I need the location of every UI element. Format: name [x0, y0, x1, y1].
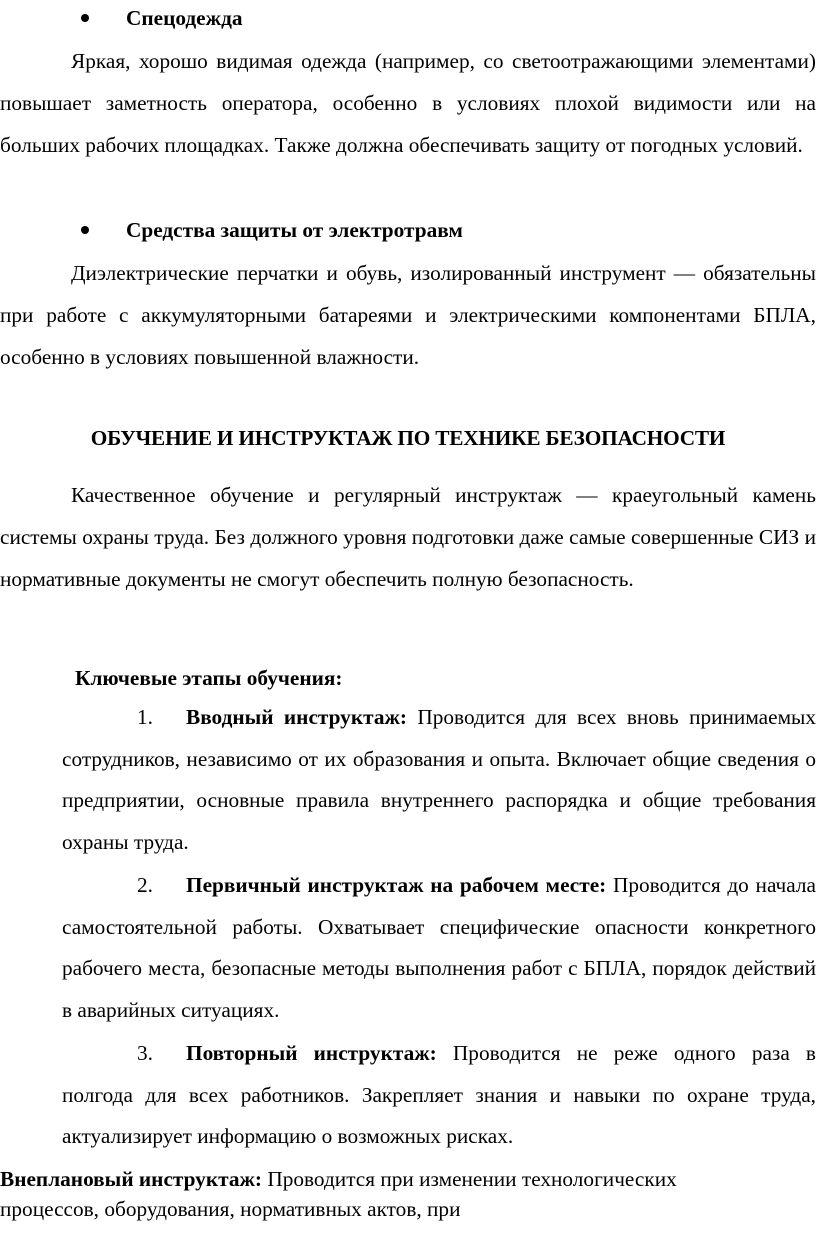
- stage-number: 2.: [137, 873, 153, 897]
- stage-text: Проводится до начала самостоятельной работы. Охватывает специфические опасности конкретного рабочего места, безопасные методы выполнения работ с БПЛА, порядок действий в аварийных ситуациях.: [62, 873, 816, 1022]
- stage-text: Проводится не реже одного раза в полгода для всех работников. Закрепляет знания и навыки по охране труда, актуализирует информацию о возможных рисках.: [62, 1041, 816, 1148]
- paragraph-electrical: Диэлектрические перчатки и обувь, изолированный инструмент — обязательны при работе с аккумуляторными батареями и электрическими компонентами БПЛА, особенно в условиях повышенной влажности.: [0, 261, 816, 369]
- bullet-item-electrical: [0, 214, 816, 246]
- bullet-dot-icon: [81, 14, 89, 22]
- bullet-label: Средства защиты от электротравм: [126, 218, 463, 242]
- stage-item: [62, 865, 816, 1031]
- unplanned-briefing: [0, 1164, 780, 1224]
- stage-number: 1.: [137, 705, 153, 729]
- bullet-label: Спецодежда: [126, 6, 243, 30]
- stage-item: [62, 1033, 816, 1158]
- bullet-dot-icon: [81, 226, 89, 234]
- stage-title: Вводный инструктаж:: [186, 705, 408, 729]
- unplanned-text: Проводится при изменении технологических процессов, оборудования, нормативных актов, при: [0, 1167, 677, 1221]
- stage-title: Первичный инструктаж на рабочем месте:: [186, 873, 607, 897]
- paragraph-training-intro: Качественное обучение и регулярный инструктаж — краеугольный камень системы охраны труда. Без должного уровня подготовки даже самые совершенные СИЗ и нормативные документы не смогут обеспечить полную безопасность.: [0, 483, 816, 591]
- stage-title: Повторный инструктаж:: [186, 1041, 437, 1065]
- subheading-stages: Ключевые этапы обучения:: [75, 666, 343, 690]
- section-heading: ОБУЧЕНИЕ И ИНСТРУКТАЖ ПО ТЕХНИКЕ БЕЗОПАСНОСТИ: [90, 426, 726, 450]
- unplanned-title: Внеплановый инструктаж:: [0, 1167, 263, 1191]
- bullet-item-workwear: [0, 2, 816, 34]
- stage-number: 3.: [137, 1041, 153, 1065]
- paragraph-workwear: Яркая, хорошо видимая одежда (например, со светоотражающими элементами) повышает заметность оператора, особенно в условиях плохой видимости или на больших рабочих площадках. Также должна обеспечивать защиту от погодных условий.: [0, 49, 816, 157]
- stage-text: Проводится для всех вновь принимаемых сотрудников, независимо от их образования и опыта. Включает общие сведения о предприятии, основные правила внутреннего распорядка и общие требования охраны труда.: [62, 705, 816, 854]
- stage-item: [62, 697, 816, 863]
